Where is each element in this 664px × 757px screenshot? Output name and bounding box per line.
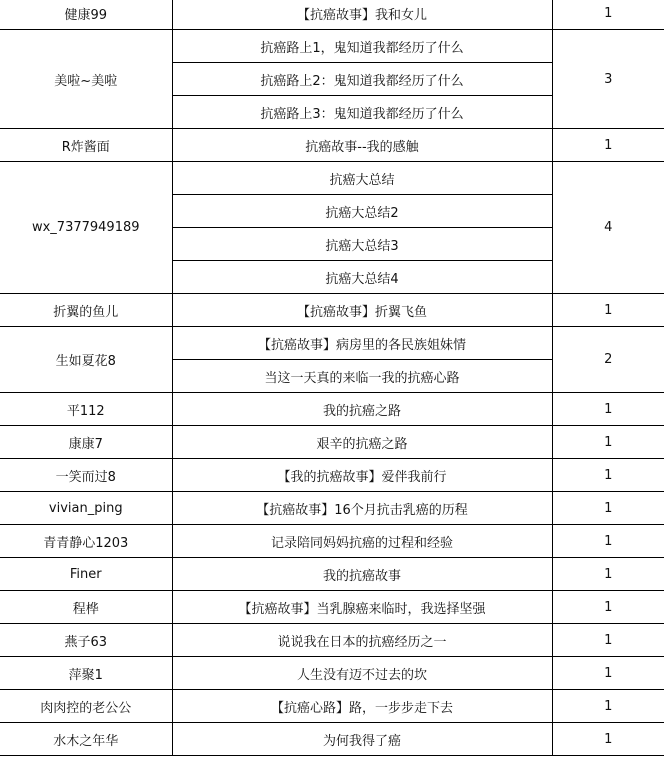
story-count-cell: 1 bbox=[552, 624, 664, 657]
author-cell: 折翼的鱼儿 bbox=[0, 294, 172, 327]
story-count-cell: 1 bbox=[552, 558, 664, 591]
story-title-cell: 【抗癌故事】折翼飞鱼 bbox=[172, 294, 552, 327]
story-title-cell: 说说我在日本的抗癌经历之一 bbox=[172, 624, 552, 657]
story-count-cell: 1 bbox=[552, 459, 664, 492]
story-count-cell: 3 bbox=[552, 30, 664, 129]
table-row bbox=[0, 690, 664, 723]
table-row bbox=[0, 624, 664, 657]
author-cell: Finer bbox=[0, 558, 172, 591]
story-title-cell: 【抗癌故事】我和女儿 bbox=[172, 0, 552, 30]
story-title-cell: 记录陪同妈妈抗癌的过程和经验 bbox=[172, 525, 552, 558]
author-cell: 程桦 bbox=[0, 591, 172, 624]
story-title-cell: 【抗癌故事】病房里的各民族姐妹情 bbox=[172, 327, 552, 360]
table-row bbox=[0, 393, 664, 426]
story-title-cell: 为何我得了癌 bbox=[172, 723, 552, 756]
story-title-cell: 当这一天真的来临一我的抗癌心路 bbox=[172, 360, 552, 393]
table-row bbox=[0, 525, 664, 558]
story-count-cell: 1 bbox=[552, 0, 664, 30]
author-cell: wx_7377949189 bbox=[0, 162, 172, 294]
story-title-cell: 【我的抗癌故事】爱伴我前行 bbox=[172, 459, 552, 492]
author-cell: 燕子63 bbox=[0, 624, 172, 657]
story-title-cell: 【抗癌心路】路，一步步走下去 bbox=[172, 690, 552, 723]
table-row bbox=[0, 723, 664, 756]
author-cell: 萍聚1 bbox=[0, 657, 172, 690]
story-count-cell: 1 bbox=[552, 294, 664, 327]
story-count-cell: 1 bbox=[552, 426, 664, 459]
table-row bbox=[0, 0, 664, 30]
story-title-cell: 人生没有迈不过去的坎 bbox=[172, 657, 552, 690]
author-cell: 青青静心1203 bbox=[0, 525, 172, 558]
story-title-cell: 【抗癌故事】当乳腺癌来临时，我选择坚强 bbox=[172, 591, 552, 624]
story-count-cell: 1 bbox=[552, 393, 664, 426]
story-count-cell: 2 bbox=[552, 327, 664, 393]
story-title-cell: 艰辛的抗癌之路 bbox=[172, 426, 552, 459]
story-count-cell: 1 bbox=[552, 690, 664, 723]
story-title-cell: 抗癌大总结 bbox=[172, 162, 552, 195]
story-title-cell: 抗癌大总结2 bbox=[172, 195, 552, 228]
author-cell: 健康99 bbox=[0, 0, 172, 30]
author-cell: 康康7 bbox=[0, 426, 172, 459]
story-count-cell: 1 bbox=[552, 723, 664, 756]
table-row bbox=[0, 426, 664, 459]
story-count-cell: 1 bbox=[552, 492, 664, 525]
author-cell: 平112 bbox=[0, 393, 172, 426]
story-title-cell: 抗癌路上1，鬼知道我都经历了什么 bbox=[172, 30, 552, 63]
story-title-cell: 【抗癌故事】16个月抗击乳癌的历程 bbox=[172, 492, 552, 525]
table-row bbox=[0, 492, 664, 525]
author-cell: 一笑而过8 bbox=[0, 459, 172, 492]
story-title-cell: 我的抗癌故事 bbox=[172, 558, 552, 591]
table-row bbox=[0, 591, 664, 624]
table-row bbox=[0, 162, 664, 195]
author-cell: 生如夏花8 bbox=[0, 327, 172, 393]
author-cell: R炸酱面 bbox=[0, 129, 172, 162]
table-row bbox=[0, 459, 664, 492]
story-count-cell: 1 bbox=[552, 129, 664, 162]
story-title-cell: 我的抗癌之路 bbox=[172, 393, 552, 426]
story-count-cell: 1 bbox=[552, 525, 664, 558]
table-row bbox=[0, 30, 664, 63]
story-count-cell: 1 bbox=[552, 657, 664, 690]
author-cell: 肉肉控的老公公 bbox=[0, 690, 172, 723]
story-count-cell: 4 bbox=[552, 162, 664, 294]
table-row bbox=[0, 657, 664, 690]
table-row bbox=[0, 294, 664, 327]
story-title-cell: 抗癌故事--我的感触 bbox=[172, 129, 552, 162]
story-title-cell: 抗癌路上2：鬼知道我都经历了什么 bbox=[172, 63, 552, 96]
table-row bbox=[0, 558, 664, 591]
table-row bbox=[0, 327, 664, 360]
story-count-cell: 1 bbox=[552, 591, 664, 624]
author-cell: vivian_ping bbox=[0, 492, 172, 525]
story-title-cell: 抗癌大总结3 bbox=[172, 228, 552, 261]
story-title-cell: 抗癌路上3：鬼知道我都经历了什么 bbox=[172, 96, 552, 129]
author-cell: 水木之年华 bbox=[0, 723, 172, 756]
author-cell: 美啦~美啦 bbox=[0, 30, 172, 129]
table-row bbox=[0, 129, 664, 162]
story-title-cell: 抗癌大总结4 bbox=[172, 261, 552, 294]
